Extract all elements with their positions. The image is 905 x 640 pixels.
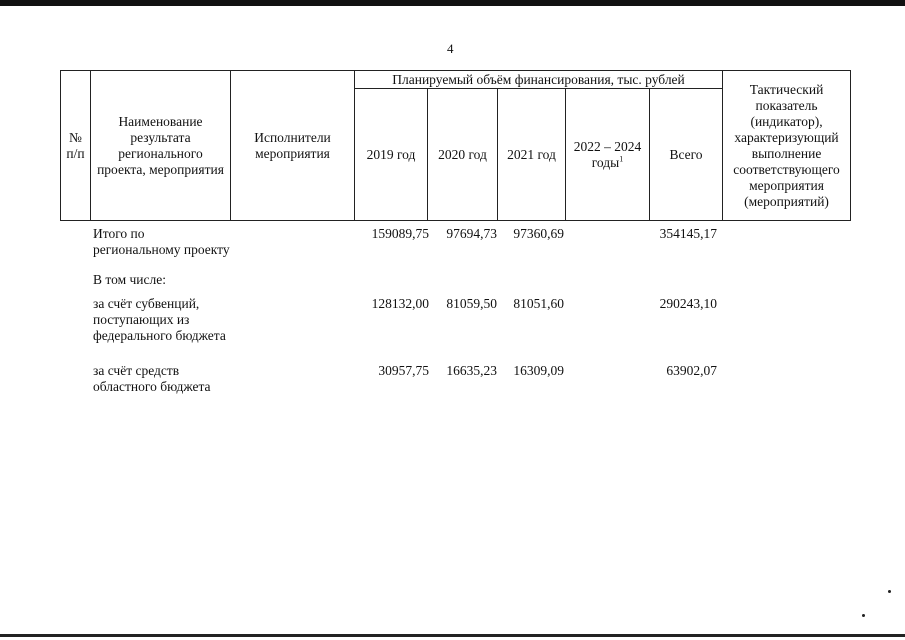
row-federal-2019: 128132,00 [371, 296, 429, 311]
row-total-2019: 159089,75 [371, 226, 429, 241]
header-name: Наименование результата регионального проекта, мероприятия [91, 71, 231, 221]
scan-bottom-border [0, 634, 905, 637]
scan-speck [888, 590, 891, 593]
row-regional-2020: 16635,23 [446, 363, 497, 378]
row-regional-sum: 63902,07 [666, 363, 717, 378]
row-total-2021: 97360,69 [513, 226, 564, 241]
row-total-sum: 354145,17 [659, 226, 717, 241]
row-total-label: Итого по региональному проекту [93, 226, 230, 257]
header-executors: Исполнители мероприятия [231, 71, 355, 221]
header-2020: 2020 год [428, 89, 498, 221]
header-funding-group: Планируемый объём финансирования, тыс. рублей [355, 71, 723, 89]
footnote-mark: 1 [619, 154, 624, 163]
row-regional-2021: 16309,09 [513, 363, 564, 378]
header-2022-2024 [566, 89, 650, 221]
scan-top-border [0, 0, 905, 6]
row-federal-sum: 290243,10 [659, 296, 717, 311]
page-number: 4 [447, 41, 454, 56]
row-including-label: В том числе: [93, 272, 166, 287]
funding-table-header [60, 70, 851, 221]
row-federal-2020: 81059,50 [446, 296, 497, 311]
header-2021: 2021 год [498, 89, 566, 221]
row-total-2020: 97694,73 [446, 226, 497, 241]
scan-speck [862, 614, 865, 617]
header-total: Всего [650, 89, 723, 221]
row-regional-2019: 30957,75 [378, 363, 429, 378]
header-indicator: Тактический показатель (индикатор), характеризующий выполнение соответствующего мероприятия (мероприятий) [723, 71, 851, 221]
row-regional-label: за счёт средств областного бюджета [93, 363, 211, 394]
header-2019: 2019 год [355, 89, 428, 221]
row-federal-2021: 81051,60 [513, 296, 564, 311]
header-num: № п/п [61, 71, 91, 221]
header-2022-2024-label: 2022 – 2024 годы [573, 138, 642, 170]
row-federal-label: за счёт субвенций, поступающих из федерального бюджета [93, 296, 226, 343]
